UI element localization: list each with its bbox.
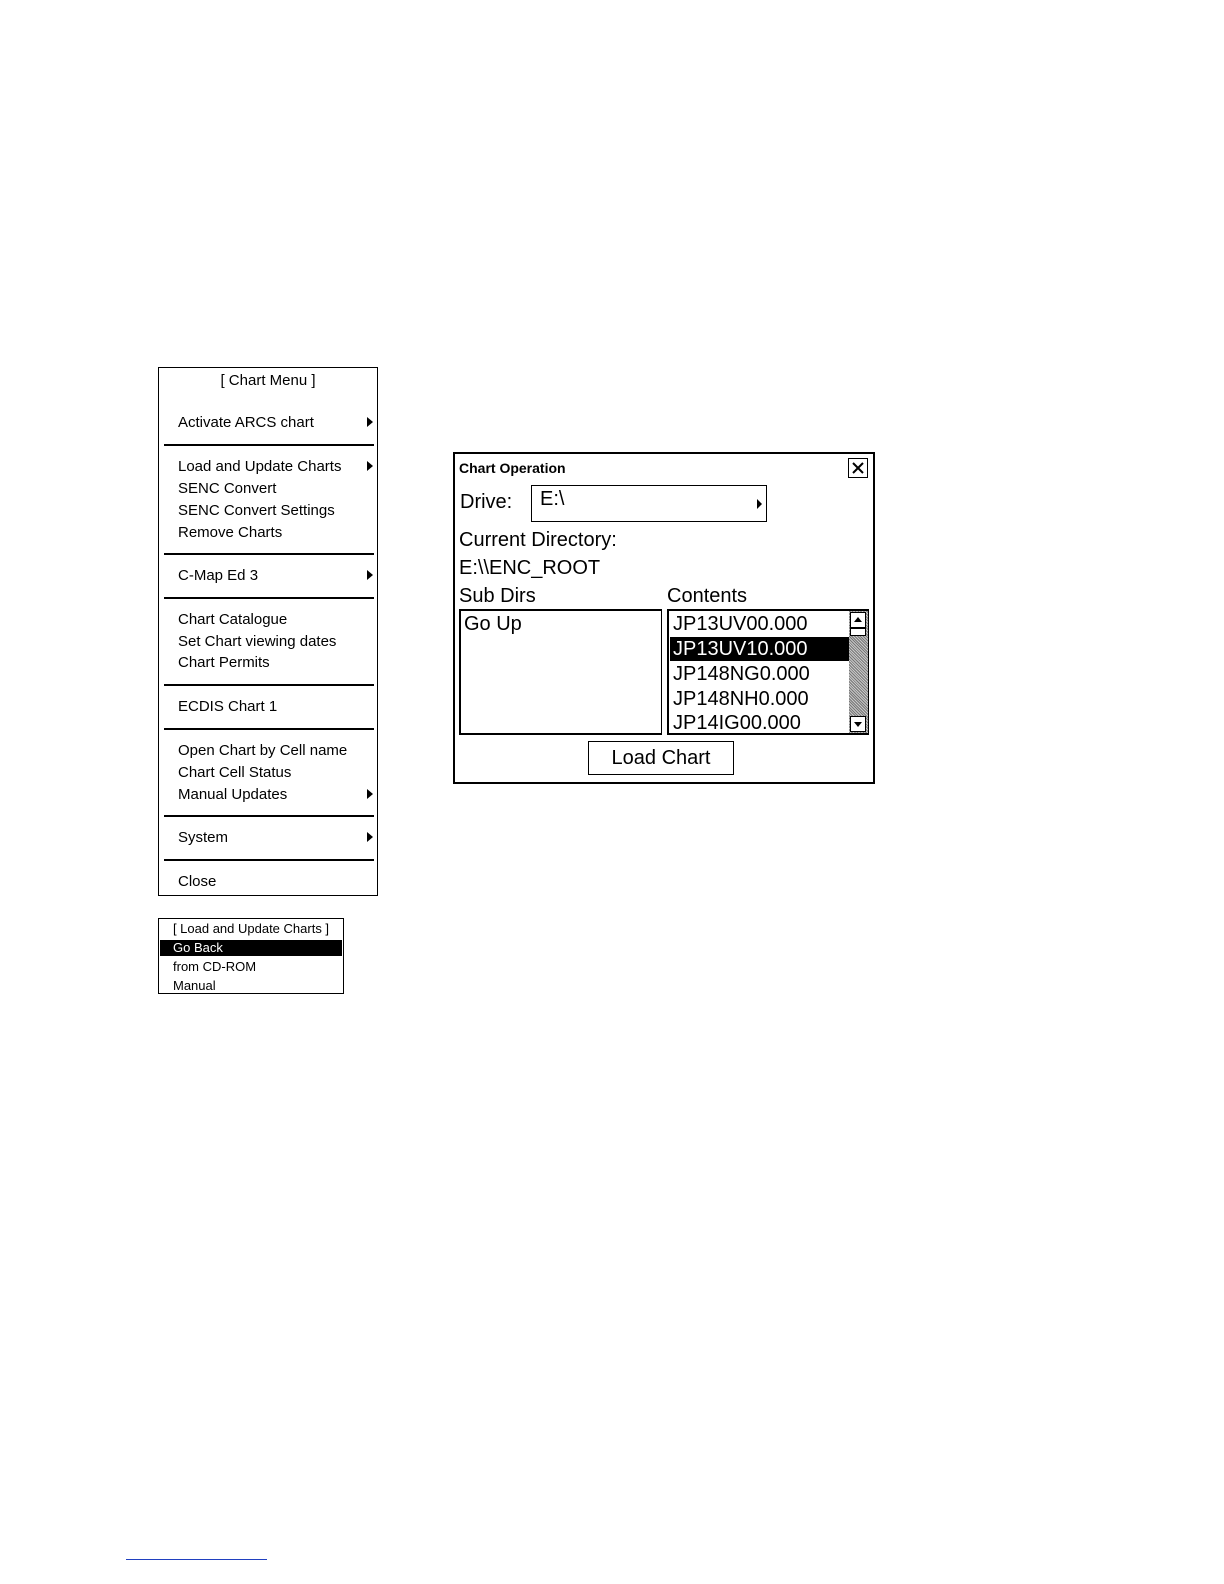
menu-separator xyxy=(164,684,374,686)
scroll-thumb[interactable] xyxy=(850,628,866,636)
menu-separator xyxy=(164,553,374,555)
contents-list[interactable] xyxy=(667,609,869,735)
list-item-go-up[interactable]: Go Up xyxy=(464,613,522,635)
menu-item-load-and-update-charts[interactable]: Load and Update Charts xyxy=(178,458,342,475)
menu-item-system[interactable]: System xyxy=(178,829,229,846)
load-update-submenu-title: [ Load and Update Charts ] xyxy=(172,921,330,936)
dialog-title: Chart Operation xyxy=(459,460,566,476)
menu-item-senc-convert[interactable]: SENC Convert xyxy=(178,480,277,497)
menu-separator xyxy=(164,815,374,817)
menu-separator xyxy=(164,728,374,730)
menu-item-senc-convert-settings[interactable]: SENC Convert Settings xyxy=(178,502,335,519)
scroll-down-icon[interactable] xyxy=(850,716,866,732)
menu-item-ecdis-chart-1[interactable]: ECDIS Chart 1 xyxy=(178,698,278,715)
list-item[interactable]: JP13UV00.000 xyxy=(673,613,808,635)
submenu-arrow-icon xyxy=(367,832,373,842)
menu-item-manual-updates[interactable]: Manual Updates xyxy=(178,786,288,803)
list-item-selected[interactable]: JP13UV10.000 xyxy=(670,637,849,661)
chart-menu xyxy=(158,367,378,896)
menu-item-activate-arcs-chart[interactable]: Activate ARCS chart xyxy=(178,414,314,431)
submenu-arrow-icon xyxy=(367,570,373,580)
drive-label: Drive: xyxy=(460,491,513,513)
menu-item-cmap-ed3[interactable]: C-Map Ed 3 xyxy=(178,567,259,584)
submenu-item-from-cd-rom[interactable]: from CD-ROM xyxy=(173,959,257,974)
submenu-arrow-icon xyxy=(367,417,373,427)
scroll-up-icon[interactable] xyxy=(850,612,866,628)
drive-value: E:\ xyxy=(540,488,565,510)
chart-menu-title: [ Chart Menu ] xyxy=(220,372,316,389)
menu-separator xyxy=(164,859,374,861)
menu-separator xyxy=(164,597,374,599)
menu-item-set-chart-viewing-dates[interactable]: Set Chart viewing dates xyxy=(178,633,337,650)
subdirs-label: Sub Dirs xyxy=(459,585,536,607)
submenu-arrow-icon xyxy=(367,789,373,799)
submenu-item-go-back[interactable]: Go Back xyxy=(160,940,342,956)
menu-item-remove-charts[interactable]: Remove Charts xyxy=(178,524,283,541)
current-directory-value: E:\\ENC_ROOT xyxy=(459,557,601,579)
submenu-item-manual[interactable]: Manual xyxy=(173,978,216,993)
list-item[interactable]: JP148NH0.000 xyxy=(673,688,809,710)
menu-item-chart-catalogue[interactable]: Chart Catalogue xyxy=(178,611,288,628)
load-chart-button[interactable]: Load Chart xyxy=(588,741,734,775)
menu-item-chart-cell-status[interactable]: Chart Cell Status xyxy=(178,764,292,781)
current-directory-label: Current Directory: xyxy=(459,529,617,551)
submenu-arrow-icon xyxy=(367,461,373,471)
menu-item-chart-permits[interactable]: Chart Permits xyxy=(178,654,270,671)
subdirs-list[interactable] xyxy=(459,609,662,735)
load-update-submenu xyxy=(158,918,344,994)
footnote-separator xyxy=(126,1559,267,1560)
menu-separator xyxy=(164,444,374,446)
menu-item-close[interactable]: Close xyxy=(178,873,217,890)
menu-item-open-chart-by-cell-name[interactable]: Open Chart by Cell name xyxy=(178,742,348,759)
list-item[interactable]: JP14IG00.000 xyxy=(673,712,801,734)
chart-operation-dialog xyxy=(453,452,875,784)
contents-label: Contents xyxy=(667,585,748,607)
contents-scrollbar[interactable] xyxy=(849,611,868,733)
drive-select[interactable] xyxy=(531,485,767,522)
list-item[interactable]: JP148NG0.000 xyxy=(673,663,810,685)
dropdown-arrow-icon xyxy=(757,499,762,509)
close-icon[interactable] xyxy=(848,458,868,478)
